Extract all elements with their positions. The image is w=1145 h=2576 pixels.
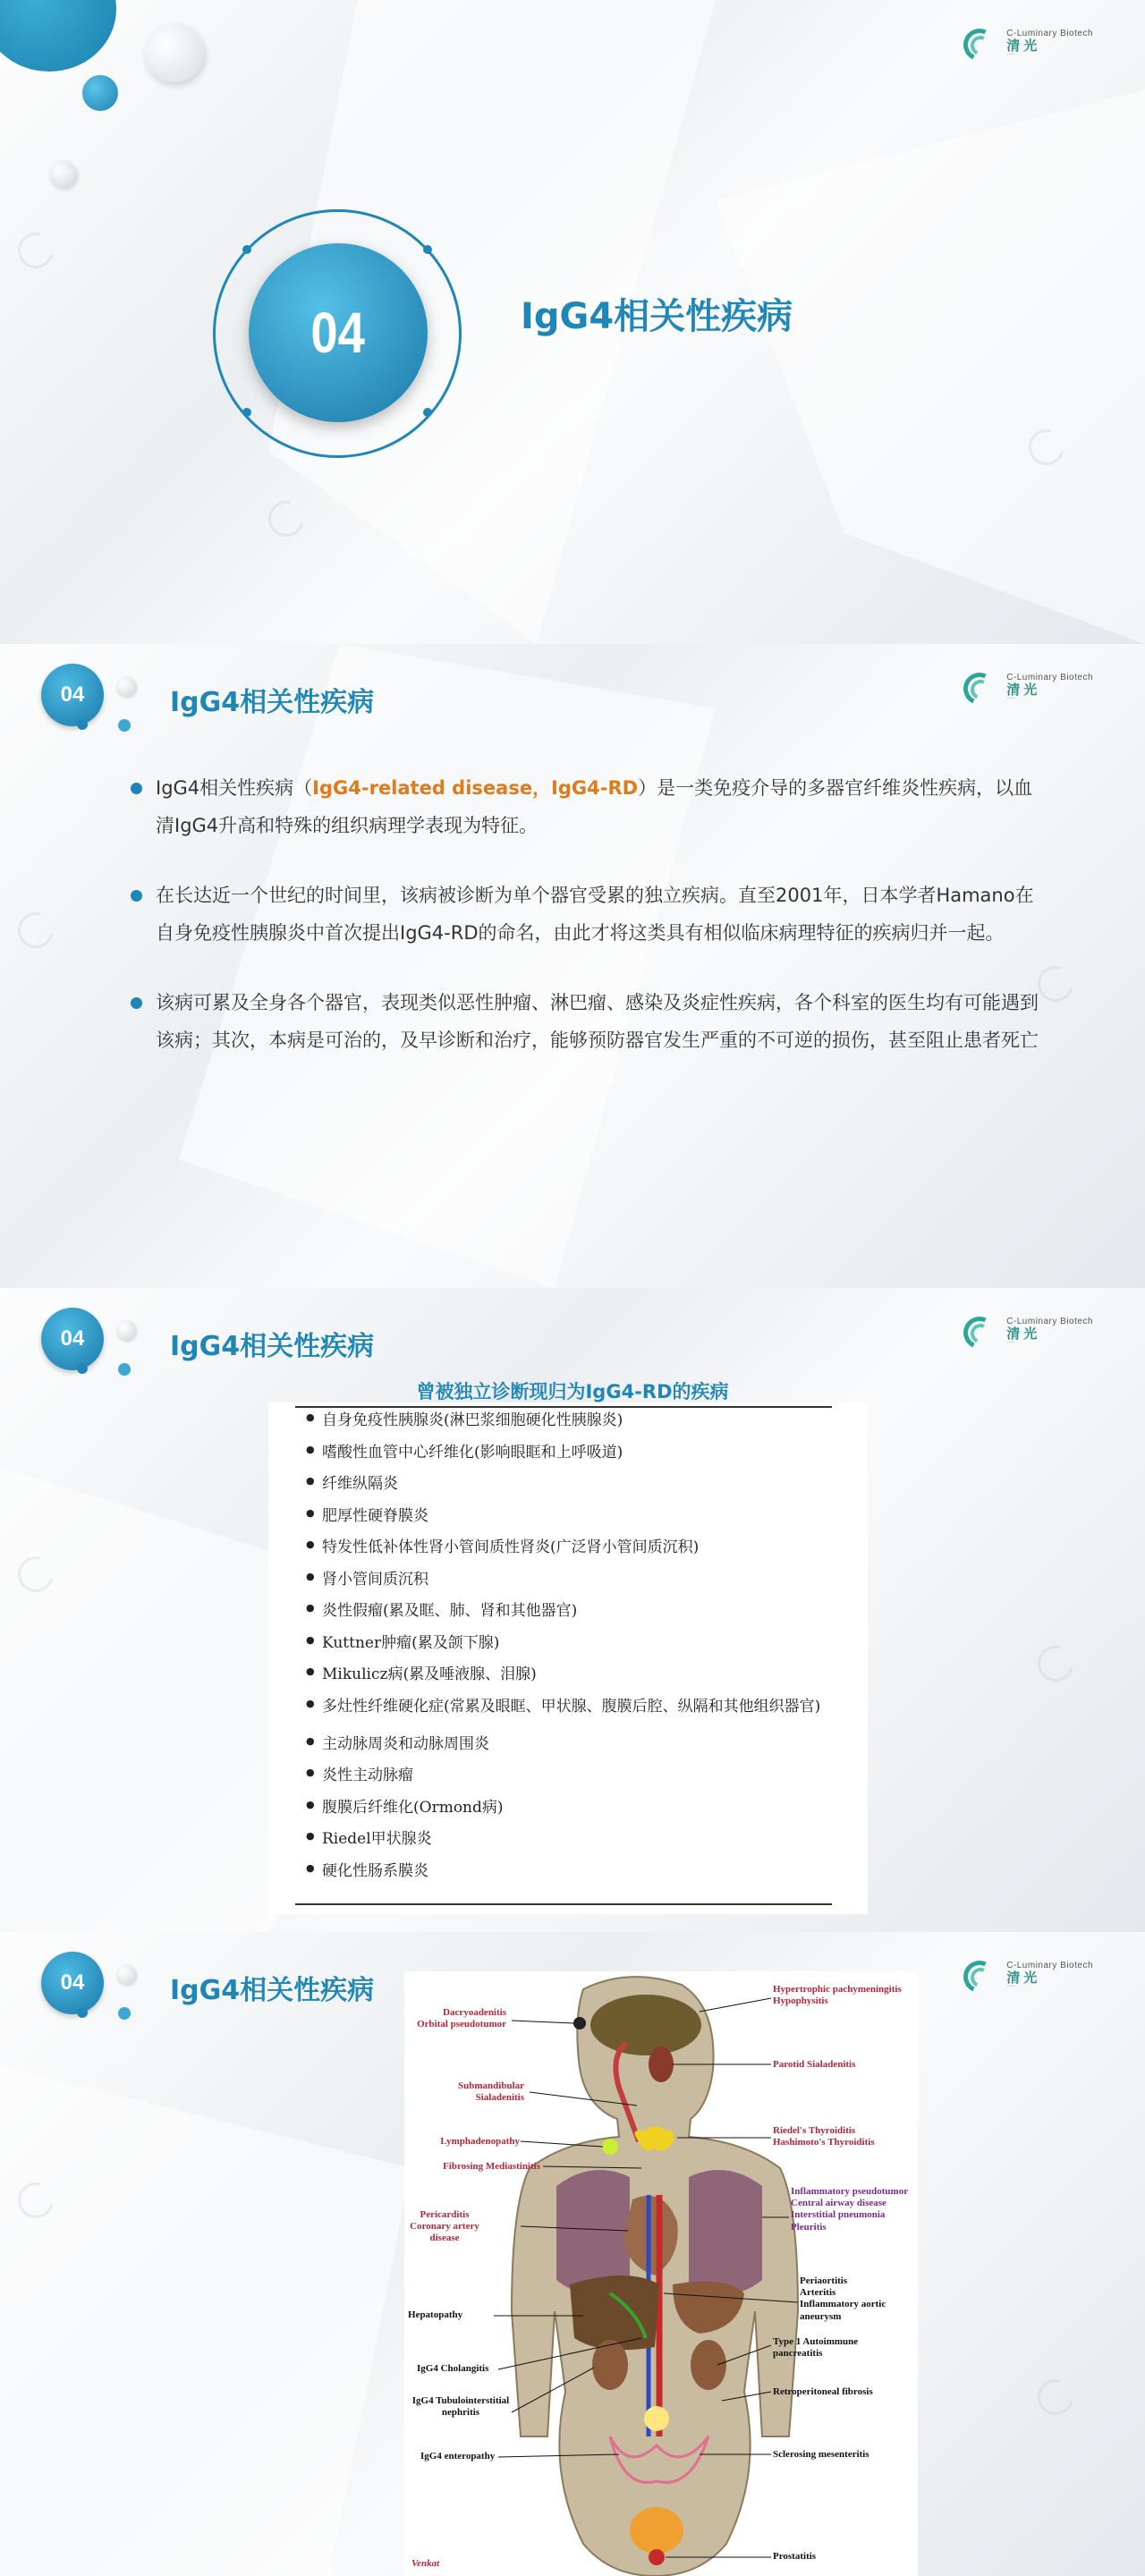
label-autoimmune-pancreatitis: Type 1 Autoimmune pancreatitis [773, 2336, 859, 2360]
logo-english-name: C-Luminary Biotech [1006, 1316, 1093, 1326]
list-item: ● Kuttner肿瘤(累及颌下腺) [306, 1634, 834, 1666]
logo-chinese-name: 清光 [1006, 37, 1041, 54]
logo-english-name: C-Luminary Biotech [1006, 672, 1093, 682]
label-tubulointerstitial-nephritis: IgG4 Tubulointerstitial nephritis [411, 2395, 510, 2419]
lung-shape [689, 2170, 762, 2296]
bullet-item [131, 769, 1043, 844]
label-lymphadenopathy: Lymphadenopathy [440, 2136, 520, 2147]
list-item: ● 肥厚性硬脊膜炎 [306, 1507, 834, 1539]
section-number: 04 [310, 301, 366, 365]
prostate-shape [649, 2549, 665, 2565]
decorative-circle [0, 0, 116, 72]
company-logo [962, 1957, 1093, 1995]
logo-tagline: ····· [1006, 1340, 1015, 1347]
header-number-badge [41, 1308, 104, 1370]
bullet-icon [131, 783, 142, 794]
company-logo [962, 25, 1093, 63]
bullet-icon [131, 997, 142, 1009]
logo-tagline: ····· [1006, 696, 1015, 703]
label-retroperitoneal-fibrosis: Retroperitoneal fibrosis [773, 2386, 873, 2397]
background-facet [716, 89, 1145, 644]
company-logo [962, 669, 1093, 707]
section-number-badge [249, 243, 428, 422]
kidney-shape [691, 2340, 726, 2390]
anatomy-slide [0, 1932, 1145, 2576]
list-item: ● 自身免疫性胰腺炎(淋巴浆细胞硬化性胰腺炎) [306, 1411, 834, 1444]
label-parotid-sialadenitis: Parotid Sialadenitis [773, 2059, 856, 2070]
decorative-circle [145, 23, 204, 82]
label-prostatitis: Prostatitis [773, 2551, 817, 2562]
list-item: ● 炎性主动脉瘤 [306, 1767, 834, 1799]
list-item: ● 腹膜后纤维化(Ormond病) [306, 1799, 834, 1831]
disease-table [268, 1402, 868, 1914]
logo-chinese-name: 清光 [1006, 1969, 1041, 1986]
watermark-icon [1031, 1640, 1081, 1689]
parotid-gland-shape [649, 2046, 674, 2082]
logo-mark-icon [962, 1957, 999, 1995]
logo-english-name: C-Luminary Biotech [1006, 1960, 1093, 1970]
list-item: ● 多灶性纤维硬化症(常累及眼眶、甲状腺、腹膜后腔、纵隔和其他组织器官) [306, 1698, 834, 1735]
header-number-badge [41, 664, 104, 726]
brain-shape [590, 1995, 701, 2055]
header-number: 04 [60, 1970, 85, 1995]
label-hepatopathy: Hepatopathy [408, 2309, 463, 2320]
logo-chinese-name: 清光 [1006, 681, 1041, 698]
header-number-badge [41, 1952, 104, 2014]
bullet-text: 在长达近一个世纪的时间里，该病被诊断为单个器官受累的独立疾病。直至2001年，日本学者Hamano在自身免疫性胰腺炎中首次提出IgG4-RD的命名，由此才将这类具有相似临床病理特征的疾病归并一起。 [156, 885, 1034, 944]
label-submandibular: Submandibular Sialadenitis [458, 2080, 524, 2104]
disease-list-slide [0, 1288, 1145, 1932]
artist-signature: Venkat [411, 2558, 440, 2569]
decorative-circle [118, 2007, 131, 2020]
logo-tagline: ····· [1006, 52, 1015, 59]
decorative-circle [118, 719, 131, 732]
background-facet [0, 2066, 411, 2576]
label-thyroiditis: Riedel's Thyroiditis Hashimoto's Thyroiditis [773, 2125, 875, 2148]
decorative-circle [116, 1964, 136, 1984]
bullet-icon [131, 890, 142, 902]
bullet-item [131, 984, 1043, 1059]
decorative-circle [50, 161, 77, 188]
disease-list [306, 1411, 834, 1894]
label-periaortitis: Periaortitis Arteritis Inflammatory aortic aneurysm [800, 2275, 886, 2322]
decorative-circle [116, 676, 136, 696]
label-fibrosing-mediastinitis: Fibrosing Mediastinitis [443, 2161, 540, 2172]
section-title: IgG4相关性疾病 [521, 296, 793, 337]
label-cholangitis: IgG4 Cholangitis [417, 2363, 489, 2374]
list-item: ● 特发性低补体性肾小管间质性肾炎(广泛肾小管间质沉积) [306, 1538, 834, 1571]
logo-mark-icon [962, 25, 999, 63]
watermark-icon [12, 906, 61, 955]
slide-title: IgG4相关性疾病 [170, 1975, 375, 2006]
ring-dot [242, 408, 251, 417]
decorative-circle [77, 719, 88, 730]
list-item: ● 炎性假瘤(累及眶、肺、肾和其他器官) [306, 1602, 834, 1634]
header-number: 04 [60, 1326, 85, 1351]
list-item: ● Mikulicz病(累及唾液腺、泪腺) [306, 1665, 834, 1698]
intro-slide [0, 644, 1145, 1288]
inflammation-glow [644, 2406, 669, 2431]
label-pericarditis: Pericarditis Coronary artery disease [410, 2209, 479, 2244]
logo-mark-icon [962, 1313, 999, 1351]
watermark-icon [1031, 2373, 1081, 2422]
label-enteropathy: IgG4 enteropathy [420, 2451, 496, 2462]
bullet-text: 该病可累及全身各个器官，表现类似恶性肿瘤、淋巴瘤、感染及炎症性疾病，各个科室的医生均有可能遇到该病；其次，本病是可治的，及早诊断和治疗，能够预防器官发生严重的不可逆的损伤，甚至阻止患者死亡 [156, 992, 1039, 1051]
eye-shape [573, 2017, 586, 2029]
list-item: ● 纤维纵隔炎 [306, 1475, 834, 1507]
watermark-icon [262, 495, 311, 544]
logo-chinese-name: 清光 [1006, 1325, 1041, 1342]
label-dacryoadenitis: Dacryoadenitis Orbital pseudotumor [417, 2007, 506, 2030]
anatomy-figure [404, 1971, 918, 2576]
decorative-circle [82, 75, 118, 111]
ring-dot [423, 245, 432, 254]
bullet-list [131, 769, 1043, 1091]
ring-dot [242, 245, 251, 254]
label-hypertrophic-pachymeningitis: Hypertrophic pachymeningitis Hypophysitis [773, 1984, 902, 2007]
list-item: ● Riedel甲状腺炎 [306, 1830, 834, 1862]
bullet-text: IgG4相关性疾病（ [156, 777, 313, 799]
list-item: ● 主动脉周炎和动脉周围炎 [306, 1735, 834, 1767]
decorative-circle [116, 1320, 136, 1340]
slide-title: IgG4相关性疾病 [170, 1331, 375, 1362]
label-lung-disease: Inflammatory pseudotumor Central airway disease Interstitial pneumonia Pleuritis [791, 2186, 909, 2233]
list-item: ● 硬化性肠系膜炎 [306, 1862, 834, 1894]
logo-english-name: C-Luminary Biotech [1006, 28, 1093, 38]
decorative-circle [77, 2007, 88, 2018]
ring-dot [423, 408, 432, 417]
company-logo [962, 1313, 1093, 1351]
decorative-circle [118, 1363, 131, 1376]
decorative-circle [77, 1363, 88, 1374]
header-number: 04 [60, 682, 85, 707]
bullet-text: ）是一类免疫介导的多器官纤维炎性疾病，以血清IgG4升高和特殊的组织病理学表现为特征。 [156, 777, 1033, 836]
list-item: ● 肾小管间质沉积 [306, 1571, 834, 1603]
list-item: ● 嗜酸性血管中心纤维化(影响眼眶和上呼吸道) [306, 1444, 834, 1476]
watermark-icon [12, 226, 61, 275]
highlighted-term: IgG4-related disease，IgG4-RD [312, 777, 639, 799]
cover-slide [0, 0, 1145, 644]
table-top-rule [295, 1406, 832, 1408]
label-sclerosing-mesenteritis: Sclerosing mesenteritis [773, 2449, 869, 2460]
bullet-item [131, 877, 1043, 952]
logo-mark-icon [962, 669, 999, 707]
slide-title: IgG4相关性疾病 [170, 687, 375, 718]
bladder-shape [630, 2507, 683, 2554]
table-bottom-rule [295, 1903, 832, 1905]
liver-shape [570, 2275, 659, 2350]
lymph-node-shape [602, 2139, 618, 2155]
logo-tagline: ····· [1006, 1984, 1015, 1991]
table-caption: 曾被独立诊断现归为IgG4-RD的疾病 [416, 1381, 729, 1402]
